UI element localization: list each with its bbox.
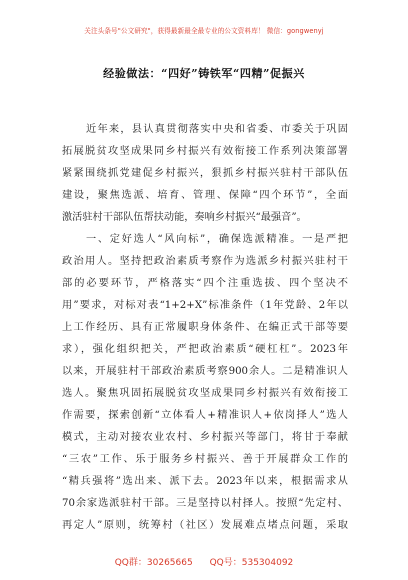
body-line: 紧紧围绕抓党建促乡村振兴，狠抓乡村振兴驻村干部队伍 (62, 168, 348, 179)
body-line: 70余家选派驻村干部。三是坚持以村择人。按照“先定村、 (62, 498, 348, 509)
body-line: 以来，开展驻村干部政治素质考察900余人。二是精准识人 (62, 366, 348, 377)
body-line: 选人。聚焦巩固拓展脱贫攻坚成果同乡村振兴有效衔接工 (62, 388, 348, 399)
body-line: “精兵强将”选出来、派下去。2023年以来，根据需求从 (62, 476, 348, 487)
footer-qq-group: QQ群：30265665 (114, 558, 193, 568)
body-line: 近年来，县认真贯彻落实中央和省委、市委关于巩固 (86, 124, 348, 135)
body-line: 政治用人。坚持把政治素质考察作为选派乡村振兴驻村干 (62, 256, 348, 267)
body-line: 作需要，探索创新“立体看人+精准识人+依岗择人”选人 (62, 410, 348, 421)
footer-contact (0, 555, 408, 568)
body-line: 一、定好选人“风向标”，确保选派精准。一是严把 (86, 234, 348, 245)
body-line: 部的必要环节，严格落实“四个注重选拔、四个坚决不 (62, 278, 348, 289)
footer-qq: QQ号：535304092 (209, 558, 294, 568)
body-line: 模式，主动对接农业农村、乡村振兴等部门，将甘于奉献 (62, 432, 348, 443)
body-line: 建设，聚焦选派、培育、管理、保障“四个环节”，全面 (62, 190, 348, 201)
body-line: 再定人”原则，统筹村（社区）发展难点堵点问题，采取 (62, 520, 348, 531)
body-line: 拓展脱贫攻坚成果同乡村振兴有效衔接工作系列决策部署 (62, 146, 348, 157)
body-line: 上工作经历、具有正常履职身体条件、在编正式干部等要 (62, 322, 348, 333)
header-banner: 关注头条号"公文研究"，获得最新最全最专业的公文资料库！ 微信：gongwenyj (84, 27, 324, 35)
document-title: 经验做法：“四好”铸铁军“四精”促振兴 (103, 67, 305, 80)
body-line: 激活驻村干部队伍帮扶动能，奏响乡村振兴“最强音”。 (62, 212, 307, 223)
body-line: “三农”工作、乐于服务乡村振兴、善于开展群众工作的 (62, 454, 348, 465)
body-line: 用”要求，对标对表“1+2+X”标准条件（1年党龄、2年以 (62, 300, 348, 311)
body-line: 求），强化组织把关，严把政治素质“硬杠杠”。2023年 (62, 344, 348, 355)
